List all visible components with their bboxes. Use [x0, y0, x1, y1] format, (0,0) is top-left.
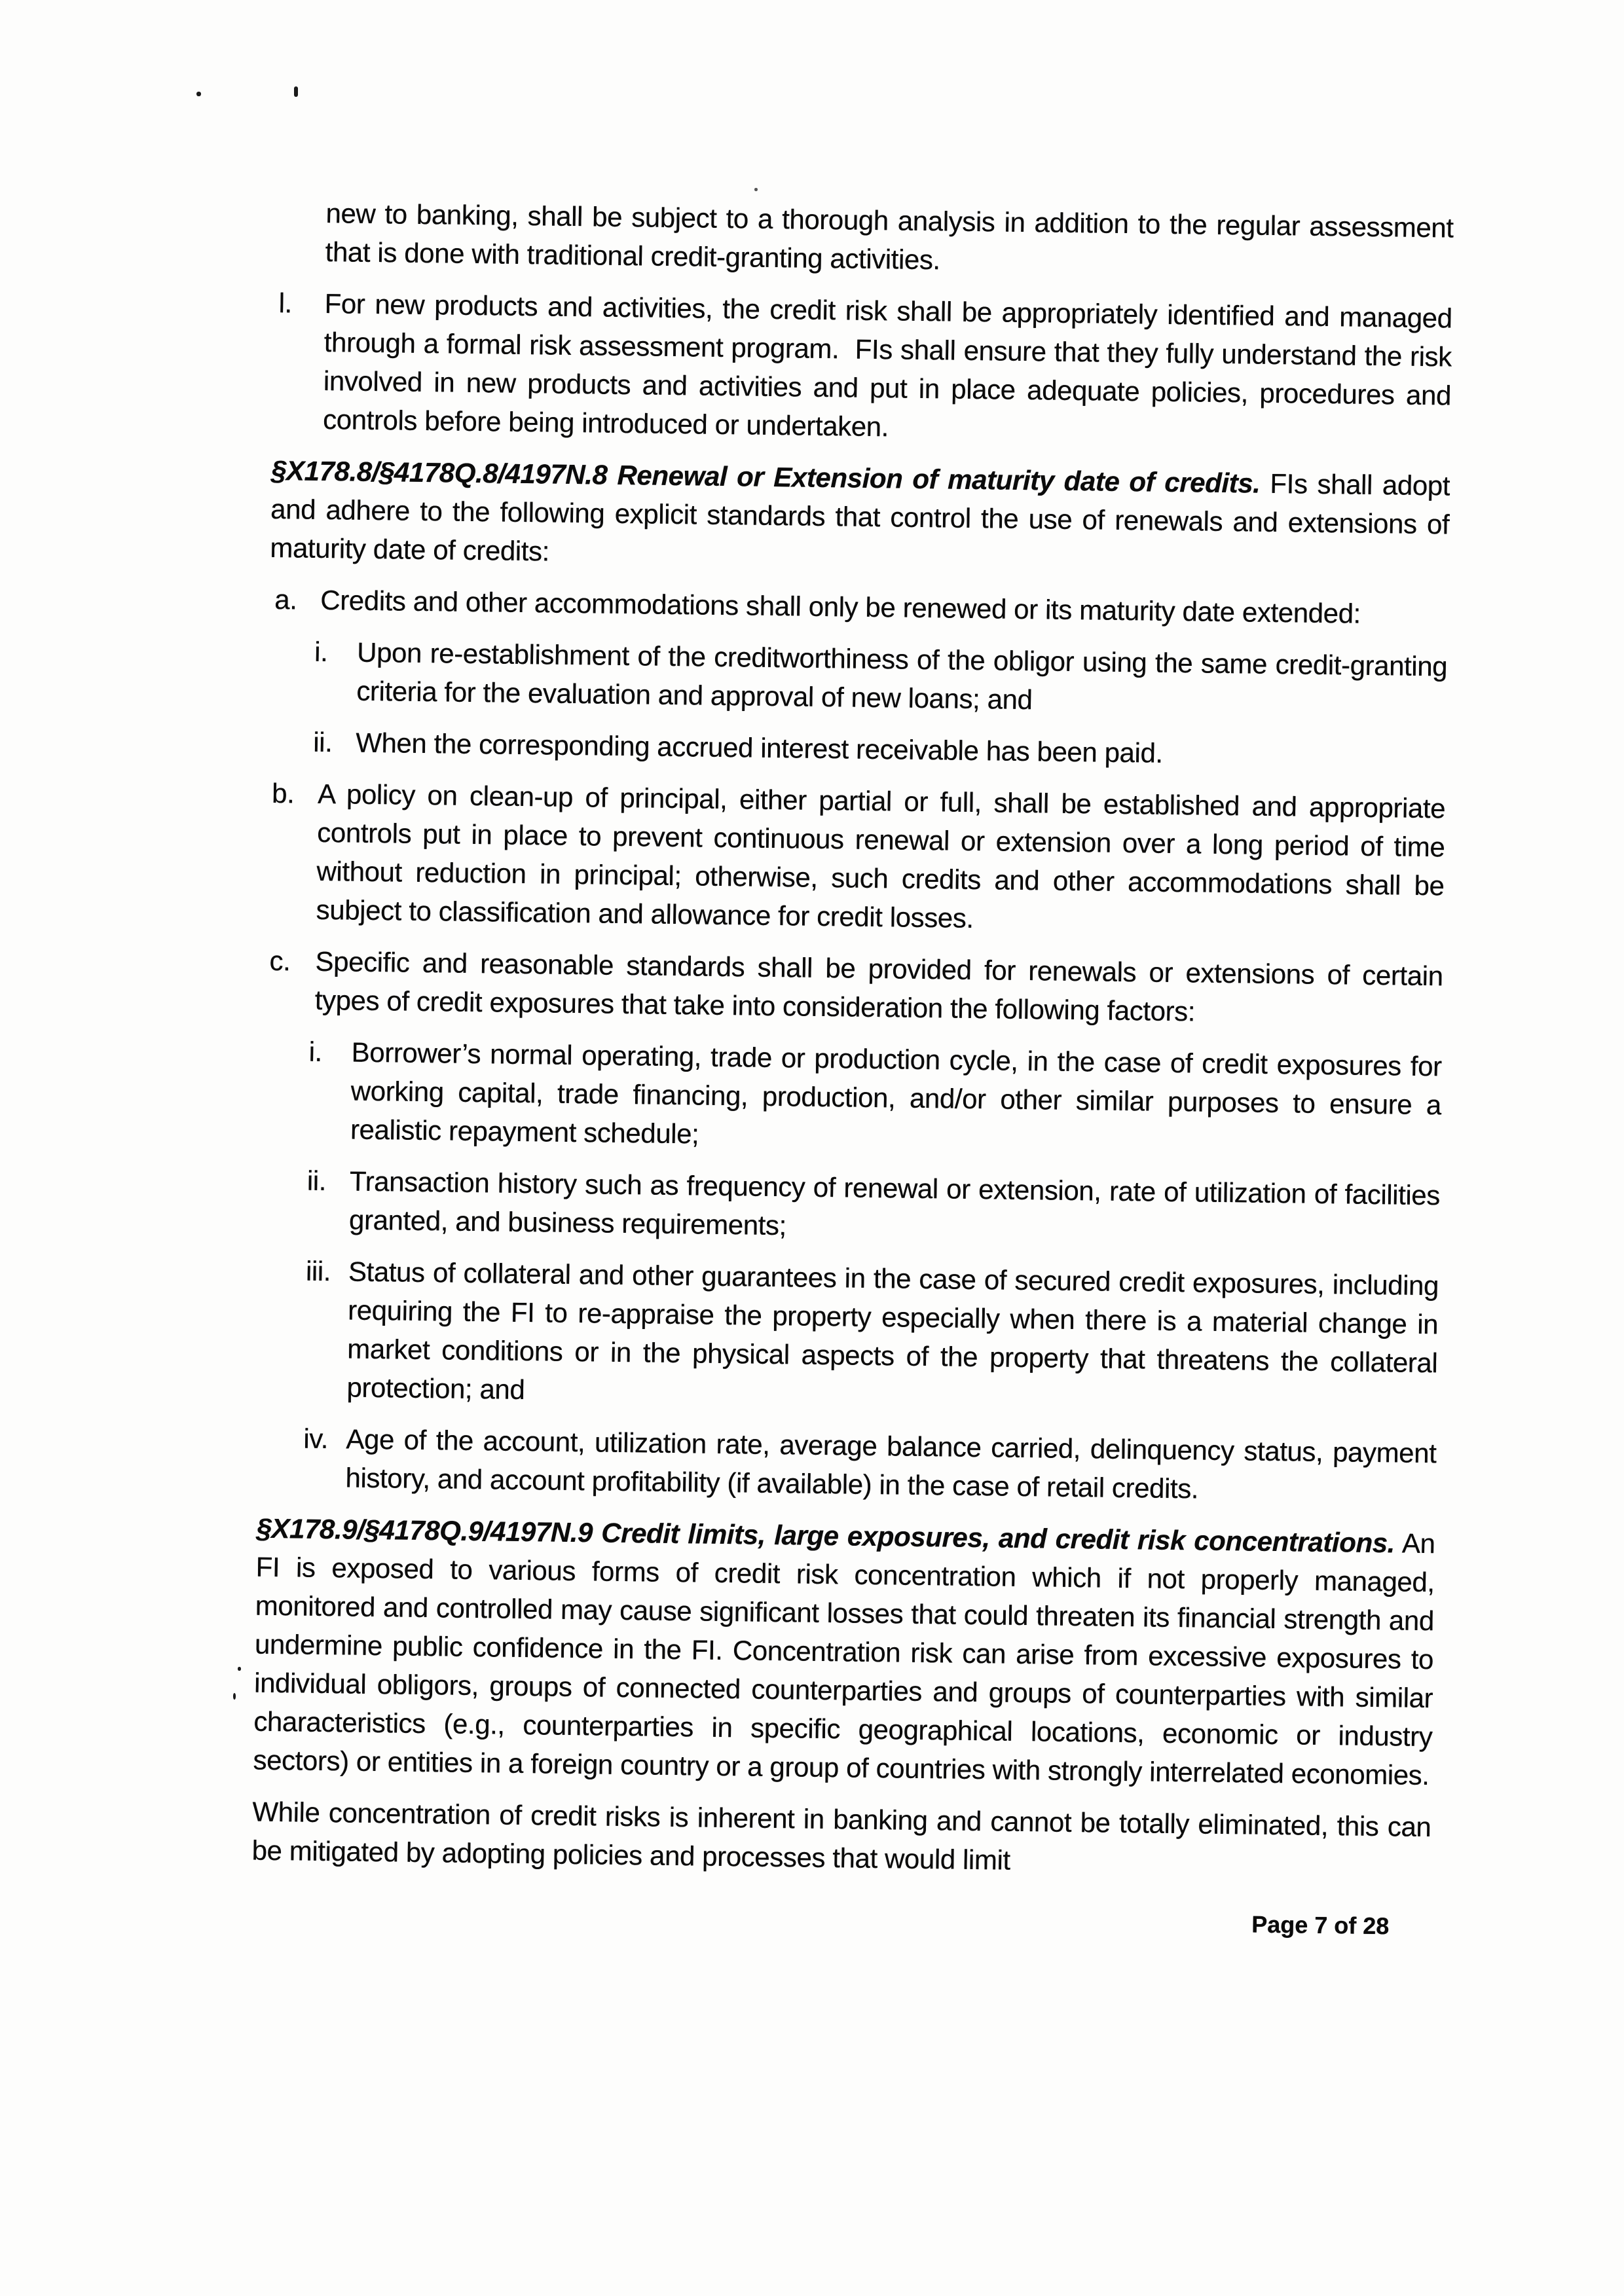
scan-speck: [294, 86, 298, 97]
list-marker: i.: [314, 636, 328, 668]
list-item-c-ii: [261, 1161, 1441, 1254]
section-heading-body: FIs shall adopt and adhere to the following explicit standards that control the use of renewals and extensions of maturity date of credits:: [270, 467, 1450, 567]
section-heading-title: §X178.8/§4178Q.8/4197N.8 Renewal or Extension of maturity date of credits.: [270, 454, 1261, 499]
scan-speck: [238, 1667, 241, 1671]
list-item-c-i: [262, 1032, 1442, 1163]
section-heading-body: An FI is exposed to various forms of credit risk concentration which if not properly managed, monitored and controlled may cause significant losses that could threaten its financial strength and undermine public confidence in the FI. Concentration risk can arise from excessive exposures to individual obligors, groups of connected counterparties and groups of counterparties with similar characteristics (e.g., counterparties in specific geographical locations, economic or industry sectors) or entities in a foreign country or a group of countries with strongly interrelated economies.: [253, 1527, 1435, 1791]
scan-speck: [233, 1693, 236, 1700]
scan-speck: [196, 92, 201, 96]
list-item-a: [269, 580, 1449, 634]
list-marker: i.: [308, 1036, 323, 1067]
list-item-text: Age of the account, utilization rate, average balance carried, delinquency status, payment history, and account profitability (if available) in the case of retail credits.: [345, 1423, 1437, 1504]
list-item-text: For new products and activities, the credit risk shall be appropriately identified and managed through a formal risk assessment program. FIs shall ensure that they fully understand the risk involved in new products and activities and put in place adequate policies, procedures and controls before being introduced or undertaken.: [322, 287, 1452, 443]
list-marker: b.: [271, 777, 295, 809]
list-item-text: Upon re-establishment of the creditworthiness of the obligor using the same credit-granting criteria for the evaluation and approval of new loans; and: [356, 636, 1448, 716]
list-item-text: When the corresponding accrued interest receivable has been paid.: [355, 727, 1164, 769]
list-item-a-ii: [267, 722, 1447, 776]
list-marker: a.: [274, 583, 297, 615]
section-heading-title: §X178.9/§4178Q.9/4197N.9 Credit limits, large exposures, and credit risk concentrations.: [256, 1512, 1395, 1559]
list-item-text: Status of collateral and other guarantees in the case of secured credit exposures, including requiring the FI to re-appraise the property especially when there is a material change in market conditions or in the physical aspects of the property that threatens the collateral protection; and: [346, 1256, 1439, 1405]
list-item-text: Transaction history such as frequency of renewal or extension, rate of utilization of facilities granted, and business requirements;: [348, 1165, 1441, 1241]
page-content: [251, 193, 1454, 1946]
page-number: Page 7 of 28: [1251, 1910, 1390, 1940]
list-marker: l.: [278, 287, 293, 319]
list-item-b: [265, 774, 1445, 944]
list-item-c-iii: [258, 1251, 1439, 1421]
list-item-text: Borrower’s normal operating, trade or production cycle, in the case of credit exposures for working capital, trade financing, production, and/or other similar purposes to ensure a realistic repayment schedule;: [350, 1036, 1443, 1150]
list-item-l: [272, 283, 1452, 454]
paragraph-continuation: new to banking, shall be subject to a thorough analysis in addition to the regular assessment that is done with traditional credit-granting activities.: [325, 198, 1454, 276]
list-item-text: Specific and reasonable standards shall be provided for renewals or extensions of certain types of credit exposures that take into consideration the following factors:: [314, 945, 1443, 1027]
list-marker: iv.: [303, 1423, 329, 1455]
closing-paragraph: While concentration of credit risks is inherent in banking and cannot be totally eliminated, this can be mitigated by adopting policies and processes that would limit: [251, 1796, 1431, 1876]
section-heading-x178-8: [270, 451, 1450, 583]
list-marker: iii.: [305, 1255, 331, 1287]
list-item-text: Credits and other accommodations shall only be renewed or its maturity date extended:: [320, 584, 1361, 629]
list-item-c: [263, 941, 1443, 1034]
list-item-text: A policy on clean-up of principal, either partial or full, shall be established and appropriate controls put in place to prevent continuous renewal or extension over a long period of time without reduction in principal; otherwise, such credits and other accommodations shall be subject to classification and allowance for credit losses.: [316, 778, 1446, 934]
list-marker: c.: [269, 945, 291, 977]
list-marker: ii.: [312, 726, 333, 758]
section-heading-x178-9: [253, 1509, 1435, 1795]
list-item-c-iv: [257, 1419, 1437, 1512]
scan-speck: [754, 188, 758, 191]
list-marker: ii.: [306, 1165, 327, 1197]
list-item-a-i: [268, 632, 1448, 725]
